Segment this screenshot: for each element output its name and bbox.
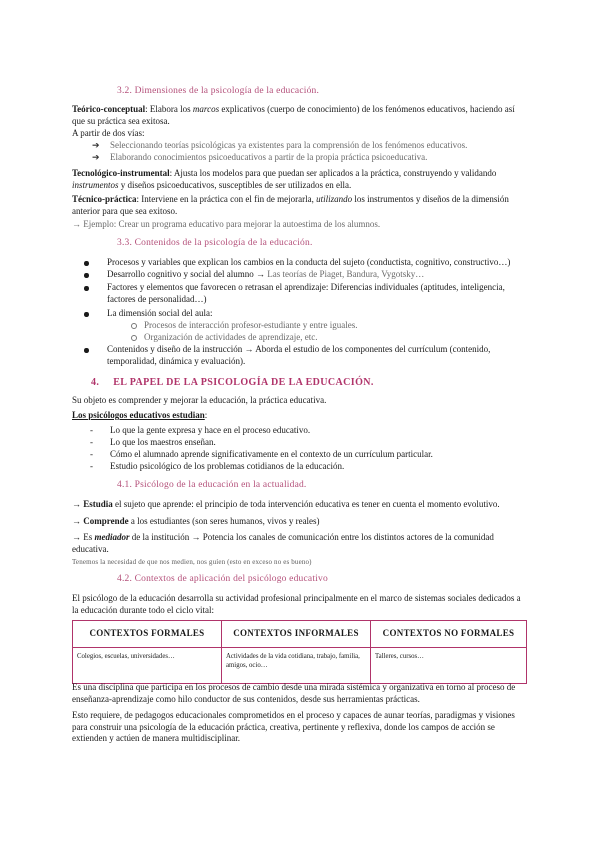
example-line: → Ejemplo: Crear un programa educativo para mejorar la autoestima de los alumnos. — [72, 219, 381, 229]
estudia-term: Estudia — [83, 499, 113, 509]
paragraph-line: enseñanza-aprendizaje como hilo conductor de sus contenidos, desde sus herramientas prácticas. — [72, 693, 420, 704]
dash-item-text: Cómo el alumnado aprende significativamente en el contexto de un currículum particular. — [110, 449, 433, 459]
practica-paragraph — [72, 194, 527, 217]
table-cell: Colegios, escuelas, universidades… — [73, 648, 222, 684]
arrow-icon: → — [72, 499, 84, 509]
via-item-1 — [92, 140, 467, 152]
list-item — [107, 269, 527, 282]
section-4-heading — [91, 377, 374, 389]
paragraph-line: Esto requiere, de pedagogos educacionales comprometidos en el proceso y capaces de aunar teorías, paradigmas y visiones — [72, 710, 515, 720]
comprende-line — [72, 516, 320, 528]
table-header: CONTEXTOS NO FORMALES — [371, 621, 527, 648]
arrow-icon: → Es — [72, 532, 95, 542]
practica-term: Técnico-práctica — [72, 194, 137, 204]
section-3-2-heading: 3.2. Dimensiones de la psicología de la educación. — [117, 86, 320, 96]
intro-line-2: la educación durante todo el ciclo vital: — [72, 604, 214, 615]
tecnologico-paragraph — [72, 168, 527, 191]
estudian-colon: : — [204, 410, 208, 420]
mediador-paragraph — [72, 532, 527, 555]
list-item-text: Desarrollo cognitivo y social del alumno → — [107, 269, 268, 279]
disciplina-paragraph — [72, 682, 527, 705]
practica-text2: los instrumentos y diseños de la dimensión — [352, 194, 509, 204]
teorico-line2: que su práctica sea exitosa. — [72, 115, 170, 126]
section-4-number: 4. — [91, 377, 100, 388]
list-item — [107, 344, 527, 367]
dash-item: - Lo que los maestros enseñan. — [90, 437, 216, 447]
arrow-icon: ➔ — [92, 140, 100, 150]
teorico-marcos: marcos — [192, 104, 220, 114]
list-item-text2: factores de personalidad…) — [107, 293, 207, 304]
tecnologico-instr: instrumentos — [72, 179, 119, 190]
teorico-text: : Elabora los — [145, 104, 193, 114]
objeto-line: Su objeto es comprender y mejorar la educación, la práctica educativa. — [72, 395, 327, 405]
dash-item: - Lo que la gente expresa y hace en el proceso educativo. — [90, 425, 311, 435]
tecnologico-text2: y diseños psicoeducativos, susceptibles de ser utilizados en ella. — [118, 179, 352, 190]
paragraph-line: extienden y actúen de manera multidisciplinar. — [72, 733, 240, 743]
section-4-1-heading: 4.1. Psicólogo de la educación en la actualidad. — [117, 480, 307, 490]
dash-item: - Estudio psicológico de los problemas cotidianos de la educación. — [90, 461, 345, 471]
table-cell: Actividades de la vida cotidiana, trabajo, familia, amigos, ocio… — [222, 648, 371, 684]
list-item-text: Contenidos y diseño de la instrucción → Aborda el estudio de los componentes del currículum (contenido, — [107, 344, 491, 354]
list-item-theories: Las teorías de Piaget, Bandura, Vygotsky… — [267, 269, 425, 279]
dash-item-text: Lo que la gente expresa y hace en el proceso educativo. — [110, 425, 311, 435]
comprende-term: Comprende — [83, 516, 129, 526]
practica-util: utilizando — [316, 194, 353, 204]
arrow-icon: ➔ — [92, 152, 100, 162]
section-3-3-heading: 3.3. Contenidos de la psicología de la educación. — [117, 238, 313, 248]
comprende-text: a los estudiantes (son seres humanos, vivos y reales) — [128, 516, 320, 526]
paragraph-line: Es una disciplina que participa en los procesos de cambio desde una mirada sistémica y organizativa en torno al proceso de — [72, 682, 516, 692]
dash-item-text: Lo que los maestros enseñan. — [110, 437, 216, 447]
list-item-text2: temporalidad, dinámica y evaluación). — [107, 355, 246, 366]
table-cell: Talleres, cursos… — [371, 648, 527, 684]
dash-item-text: Estudio psicológico de los problemas cotidianos de la educación. — [110, 461, 345, 471]
estudia-line — [72, 499, 532, 511]
tecnologico-text: : Ajusta los modelos para que puedan ser aplicados a la práctica, construyendo y validando — [169, 168, 497, 178]
list-item — [107, 282, 527, 305]
via-intro: A partir de dos vías: — [72, 128, 145, 138]
practica-line2: anterior para que sea exitoso. — [72, 205, 178, 216]
section-4-2-heading: 4.2. Contextos de aplicación del psicólogo educativo — [117, 574, 328, 584]
tecnologico-term: Tecnológico-instrumental — [72, 168, 170, 178]
arrow-icon: → — [72, 516, 84, 526]
practica-text: : Interviene en la práctica con el fin de mejorarla, — [136, 194, 317, 204]
dash-item: - Cómo el alumnado aprende significativamente en el contexto de un currículum particular. — [90, 449, 433, 459]
section-4-title: EL PAPEL DE LA PSICOLOGÍA DE LA EDUCACIÓN. — [113, 377, 374, 388]
estudian-line — [72, 410, 207, 422]
teorico-term: Teórico-conceptual — [72, 104, 146, 114]
via-item-2-text: Elaborando conocimientos psicoeducativos a partir de la propia práctica psicoeducativa. — [110, 152, 428, 162]
sub-list-item: Procesos de interacción profesor-estudiante y entre iguales. — [144, 320, 527, 332]
mediador-term: mediador — [94, 532, 130, 542]
table-header: CONTEXTOS INFORMALES — [222, 621, 371, 648]
mediador-line2: educativa. — [72, 543, 109, 554]
list-item-text: Factores y elementos que favorecen o retrasan el aprendizaje: Diferencias individuales (aptitudes, inteligencia, — [107, 282, 505, 292]
contents-list — [107, 257, 527, 367]
contextos-intro — [72, 593, 527, 616]
teorico-paragraph — [72, 104, 527, 127]
list-item: Procesos y variables que explican los cambios en la conducta del sujeto (conductista, cognitivo, constructivo…) — [107, 257, 527, 269]
paragraph-line: para construir una psicología de la educación práctica, creativa, pertinente y reflexiva, donde los campos de acción se — [72, 721, 495, 732]
note-line: Tenemos la necesidad de que nos medien, nos guíen (esto en exceso no es bueno) — [72, 558, 312, 566]
via-item-2 — [92, 152, 427, 164]
estudian-label: Los psicólogos educativos estudian — [72, 410, 205, 420]
mediador-text: de la institución → Potencia los canales de comunicación entre los distintos actores de la comunidad — [129, 532, 494, 542]
requiere-paragraph — [72, 710, 527, 745]
teorico-text2: explicativos (cuerpo de conocimiento) de los fenómenos educativos, haciendo así — [219, 104, 515, 114]
table-header: CONTEXTOS FORMALES — [73, 621, 222, 648]
contextos-table — [72, 620, 527, 684]
dash-list — [90, 425, 530, 473]
estudia-text: el sujeto que aprende: el principio de toda intervención educativa es tener en cuenta el momento evolutivo. — [112, 499, 500, 509]
intro-line-1: El psicólogo de la educación desarrolla su actividad profesional principalmente en el marco de sistemas sociales dedicados a — [72, 593, 521, 603]
sub-list-item: Organización de actividades de aprendizaje, etc. — [144, 332, 527, 344]
list-item: La dimensión social del aula: — [107, 308, 527, 320]
via-item-1-text: Seleccionando teorías psicológicas ya existentes para la comprensión de los fenómenos educativos. — [110, 140, 468, 150]
